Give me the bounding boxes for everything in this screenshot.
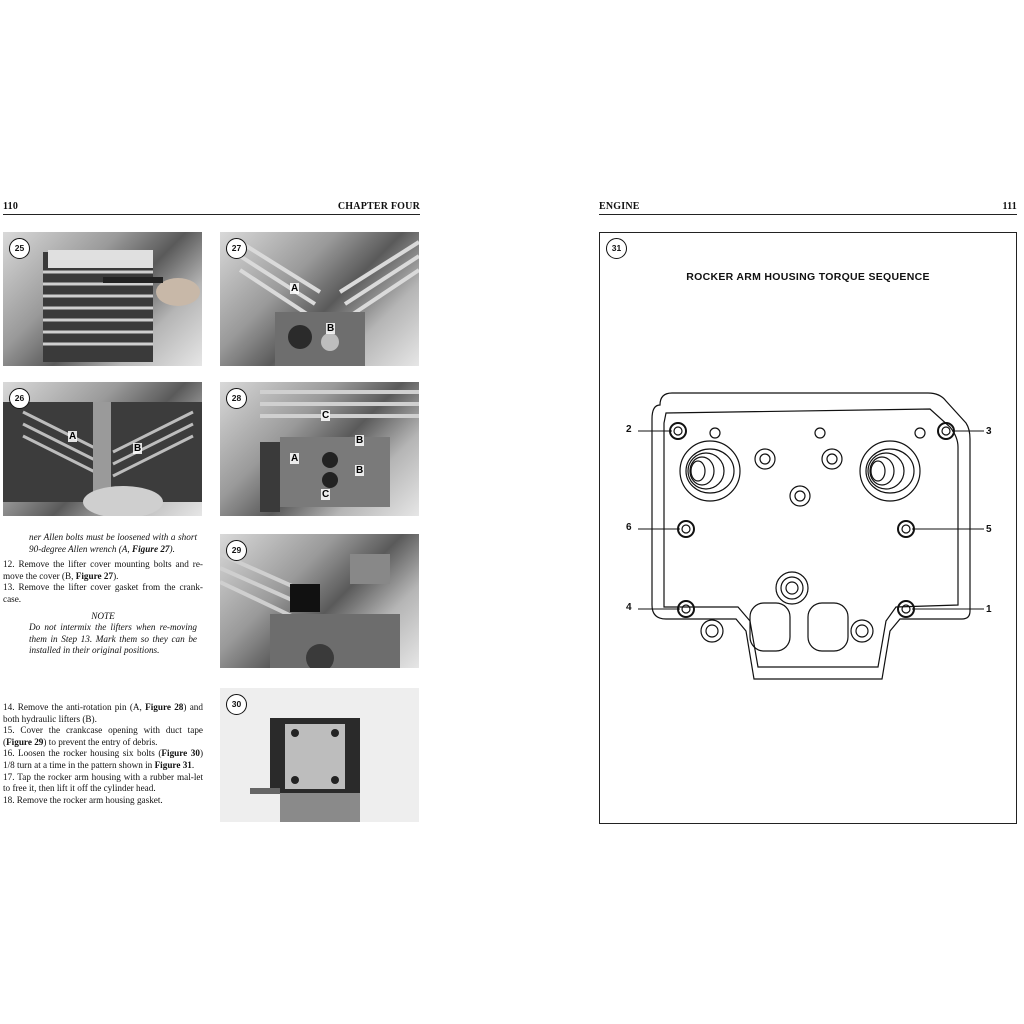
continued-note: ner Allen bolts must be loosened with a short 90-degree Allen wrench (A, Figure 27). [29, 532, 197, 554]
callout-b: B [327, 323, 335, 334]
step-13: 13. Remove the lifter cover gasket from the crank-case. [3, 582, 203, 604]
chapter-title: CHAPTER FOUR [337, 201, 420, 212]
callout-c-bottom: C [322, 489, 330, 500]
sequence-label-4: 4 [626, 602, 632, 613]
right-running-head [599, 200, 1017, 215]
callout-c-top: C [322, 410, 330, 421]
text-column-bottom [3, 702, 203, 806]
callout-b: B [134, 443, 142, 454]
sequence-label-2: 2 [626, 424, 632, 435]
left-running-head [3, 200, 420, 215]
figure-number-badge: 26 [9, 388, 30, 409]
figure-27-photo [220, 232, 419, 366]
figure-26-photo [3, 382, 202, 516]
page-number-right: 111 [1002, 201, 1017, 212]
callout-a: A [69, 431, 77, 442]
note-heading: NOTE [91, 610, 115, 621]
figure-number-badge: 29 [226, 540, 247, 561]
callout-a: A [291, 283, 299, 294]
step-14: 14. Remove the anti-rotation pin (A, Figure 28) and both hydraulic lifters (B). [3, 702, 203, 724]
engine-photo-28 [220, 382, 419, 516]
engine-photo-25 [3, 232, 202, 366]
callout-b-top: B [356, 435, 364, 446]
section-title: ENGINE [599, 201, 640, 212]
engine-photo-26 [3, 382, 202, 516]
figure-number-badge: 27 [226, 238, 247, 259]
sequence-label-3: 3 [986, 426, 992, 437]
figure-25-photo [3, 232, 202, 366]
rocker-housing-drawing [600, 233, 1016, 823]
callout-b-bottom: B [356, 465, 364, 476]
figure-number-badge: 28 [226, 388, 247, 409]
sequence-label-6: 6 [626, 522, 632, 533]
engine-photo-29 [220, 534, 419, 668]
callout-a: A [291, 453, 299, 464]
text-column-top [3, 532, 203, 657]
diagram-title: ROCKER ARM HOUSING TORQUE SEQUENCE [686, 271, 930, 283]
sequence-label-5: 5 [986, 524, 992, 535]
page-number-left: 110 [3, 201, 19, 212]
figure-number-badge: 31 [606, 238, 627, 259]
step-12: 12. Remove the lifter cover mounting bolts and re-move the cover (B, Figure 27). [3, 559, 203, 581]
step-17: 17. Tap the rocker arm housing with a rubber mal-let to free it, then lift it off the cylinder head. [3, 771, 203, 794]
sequence-label-1: 1 [986, 604, 992, 615]
left-page [3, 196, 420, 836]
figure-29-photo [220, 534, 419, 668]
figure-number-badge: 30 [226, 694, 247, 715]
step-15: 15. Cover the crankcase opening with duct tape (Figure 29) to prevent the entry of debris. [3, 725, 203, 747]
step-18: 18. Remove the rocker arm housing gasket. [3, 794, 163, 805]
step-16: 16. Loosen the rocker housing six bolts (Figure 30) 1/8 turn at a time in the pattern shown in Figure 31. [3, 748, 204, 770]
figure-28-photo [220, 382, 419, 516]
figure-31-diagram [599, 232, 1017, 824]
figure-30-photo [220, 688, 419, 822]
right-page [599, 196, 1017, 836]
figure-number-badge: 25 [9, 238, 30, 259]
engine-photo-27 [220, 232, 419, 366]
note-text: Do not intermix the lifters when re-moving them in Step 13. Mark them so they can be installed in their original positions. [29, 622, 197, 656]
engine-photo-30 [220, 688, 419, 822]
